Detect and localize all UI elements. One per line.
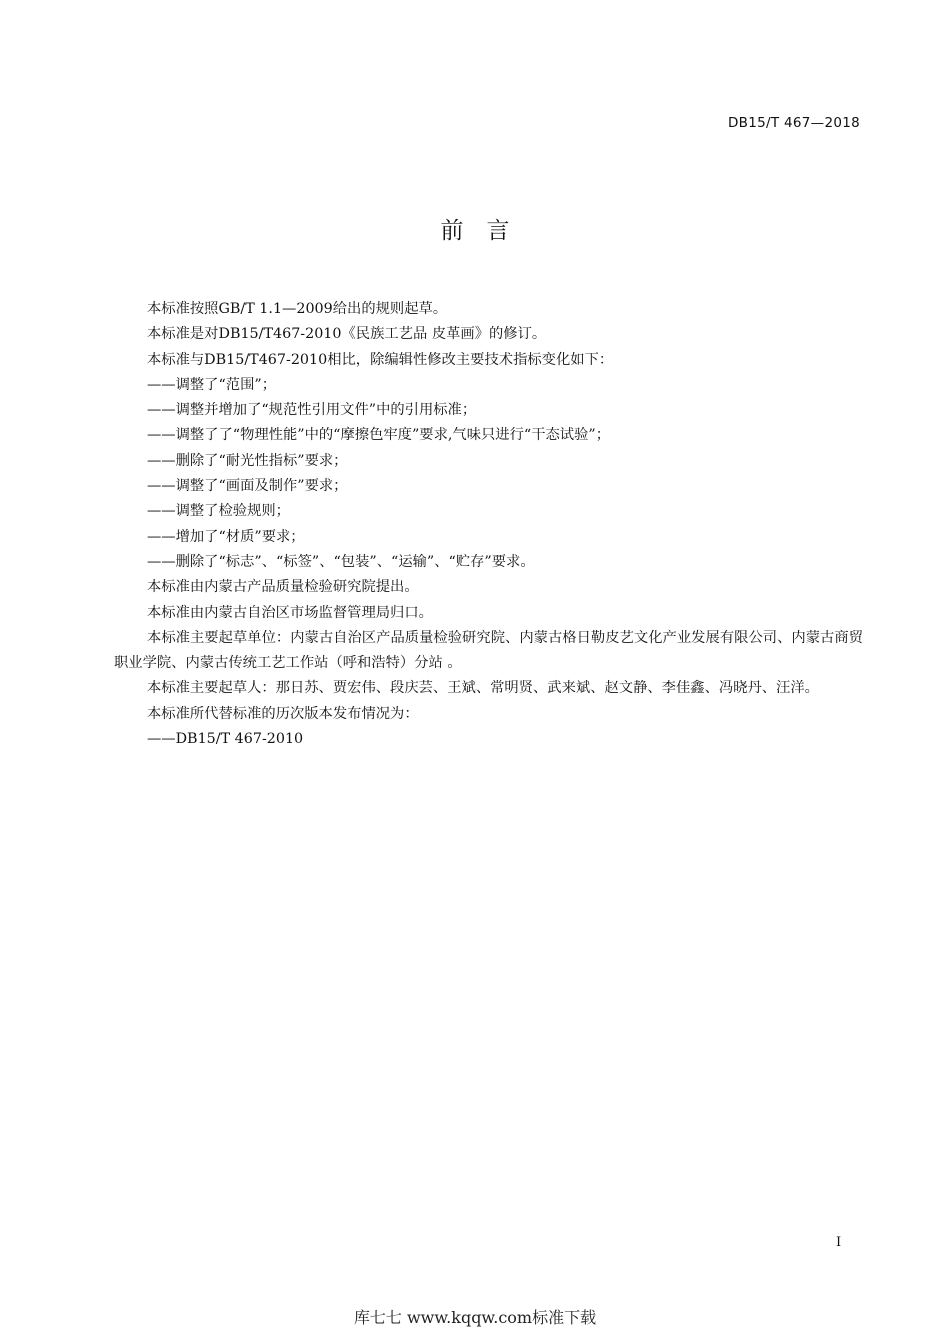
change-item: ——调整了了“物理性能”中的“摩擦色牢度”要求,气味只进行“干态试验”；	[147, 427, 611, 444]
change-item: ——删除了“标志”、“标签”、“包装”、“运输”、“贮存”要求。	[147, 553, 535, 570]
change-item: ——调整了检验规则；	[147, 503, 290, 520]
change-item: ——调整了“画面及制作”要求；	[147, 478, 348, 495]
watermark-text: 库七七 www.kqqw.com标准下载	[353, 1308, 597, 1327]
paragraph-drafting-units: 本标准主要起草单位：内蒙古自治区产品质量检验研究院、内蒙古格日勒皮艺文化产业发展有限公司、内蒙古商贸职业学院、内蒙古传统工艺工作站（呼和浩特）分站 。	[114, 629, 863, 672]
paragraph-drafting-rules: 本标准按照GB/T 1.1—2009给出的规则起草。	[147, 301, 448, 317]
page-number: I	[836, 1235, 842, 1250]
paragraph-revision: 本标准是对DB15/T467-2010《民族工艺品 皮革画》的修订。	[147, 326, 547, 343]
change-item: ——删除了“耐光性指标”要求；	[147, 452, 348, 469]
change-item: ——调整并增加了“规范性引用文件”中的引用标准；	[147, 402, 477, 419]
paragraph-history-intro: 本标准所代替标准的历次版本发布情况为：	[147, 705, 419, 722]
page-title: 前 言	[440, 218, 510, 244]
foreword-body	[114, 297, 863, 752]
paragraph-administrator: 本标准由内蒙古自治区市场监督管理局归口。	[147, 604, 433, 621]
paragraph-drafters: 本标准主要起草人：那日苏、贾宏伟、段庆芸、王斌、常明贤、武来斌、赵文静、李佳鑫、冯晓丹、汪洋。	[147, 680, 819, 697]
change-item: ——增加了“材质”要求；	[147, 528, 305, 545]
change-item: ——调整了“范围”；	[147, 376, 276, 393]
paragraph-proposer: 本标准由内蒙古产品质量检验研究院提出。	[147, 579, 419, 596]
standard-code: DB15/T 467—2018	[727, 115, 860, 131]
paragraph-changes-intro: 本标准与DB15/T467-2010相比，除编辑性修改主要技术指标变化如下：	[147, 351, 614, 368]
history-item: ——DB15/T 467-2010	[147, 731, 304, 748]
